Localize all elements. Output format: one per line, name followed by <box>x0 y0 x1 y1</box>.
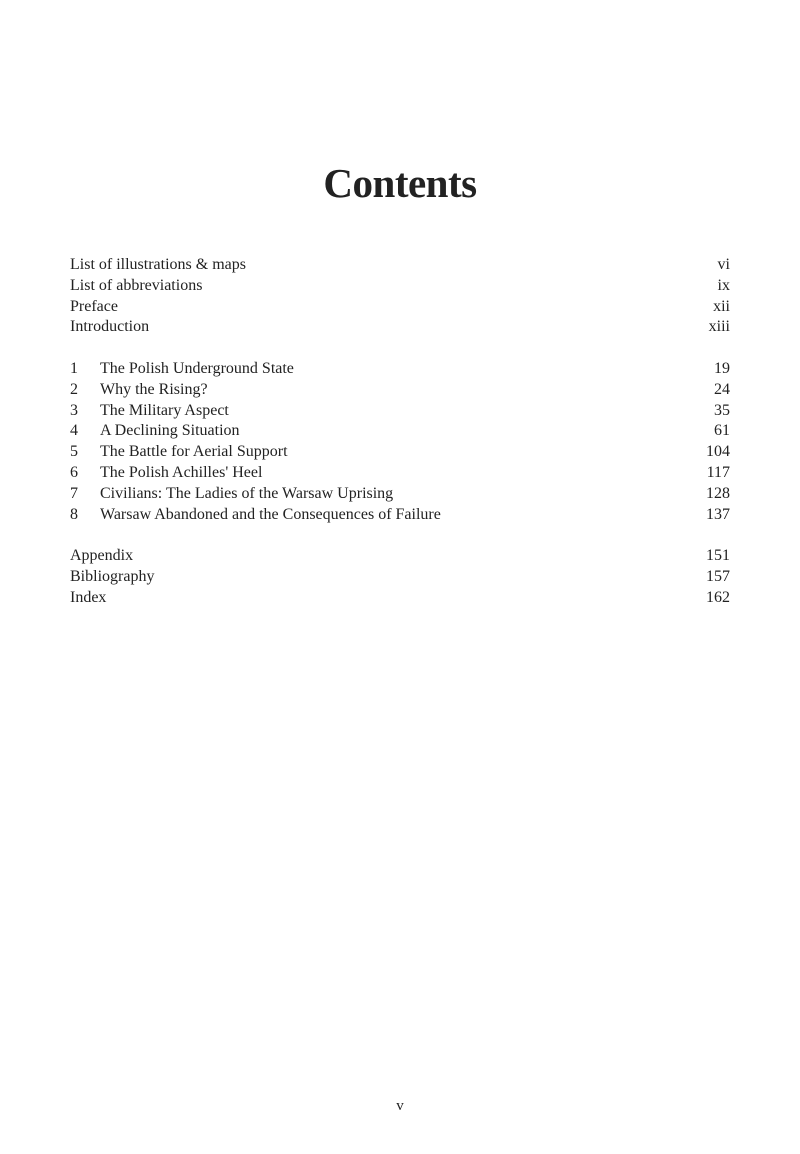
toc-entry-label: Introduction <box>70 318 150 336</box>
chapter-number: 3 <box>70 401 78 419</box>
chapter-title: A Declining Situation <box>100 422 240 440</box>
toc-entry-label: Preface <box>70 297 118 315</box>
toc-entry-label: Bibliography <box>70 567 155 585</box>
toc-entry-page: 151 <box>706 547 730 564</box>
chapter-title: Civilians: The Ladies of the Warsaw Uprising <box>100 484 394 502</box>
toc-chapter-1[interactable] <box>70 359 730 380</box>
toc-entry-introduction[interactable] <box>70 317 730 338</box>
chapter-title: The Polish Underground State <box>100 360 294 377</box>
toc-entry-page: 157 <box>706 567 730 585</box>
toc-chapter-7[interactable] <box>70 484 730 505</box>
chapter-number: 1 <box>70 360 78 377</box>
chapter-title: The Battle for Aerial Support <box>100 443 288 461</box>
toc-entry-illustrations[interactable] <box>70 255 730 276</box>
chapter-page: 117 <box>706 463 730 481</box>
front-matter-list <box>70 255 730 338</box>
toc-entry-bibliography[interactable] <box>70 567 730 588</box>
toc-chapter-3[interactable] <box>70 401 730 422</box>
toc-entry-label: List of abbreviations <box>70 276 203 294</box>
chapter-page: 128 <box>706 484 730 502</box>
chapter-page: 19 <box>714 360 730 377</box>
chapter-page: 35 <box>714 401 730 419</box>
chapter-page: 24 <box>714 380 730 398</box>
toc-entry-page: xiii <box>708 318 730 336</box>
toc-entry-label: Index <box>70 588 107 606</box>
chapter-title: Why the Rising? <box>100 380 208 398</box>
toc-entry-label: List of illustrations & maps <box>70 256 246 273</box>
toc-chapter-2[interactable] <box>70 380 730 401</box>
chapter-title: The Military Aspect <box>100 401 229 419</box>
toc-chapter-4[interactable] <box>70 421 730 442</box>
chapter-page: 61 <box>714 422 730 440</box>
chapter-number: 5 <box>70 443 78 461</box>
chapter-page: 137 <box>706 505 730 523</box>
toc-chapter-8[interactable] <box>70 505 730 526</box>
chapter-title: The Polish Achilles' Heel <box>100 463 263 481</box>
toc-entry-page: 162 <box>706 588 730 606</box>
toc-chapter-5[interactable] <box>70 442 730 463</box>
toc-entry-page: xii <box>713 297 730 315</box>
toc-entry-label: Appendix <box>70 547 134 564</box>
page-title: Contents <box>323 160 477 206</box>
chapter-list <box>70 359 730 525</box>
chapter-number: 6 <box>70 463 78 481</box>
toc-chapter-6[interactable] <box>70 463 730 484</box>
chapter-number: 8 <box>70 505 78 523</box>
toc-entry-appendix[interactable] <box>70 546 730 567</box>
back-matter-list <box>70 546 730 608</box>
toc-entry-index[interactable] <box>70 588 730 609</box>
chapter-number: 7 <box>70 484 78 502</box>
toc-entry-abbreviations[interactable] <box>70 276 730 297</box>
chapter-page: 104 <box>706 443 730 461</box>
page-number: v <box>396 1098 404 1114</box>
chapter-number: 2 <box>70 380 78 398</box>
toc-entry-preface[interactable] <box>70 297 730 318</box>
toc-entry-page: vi <box>717 256 730 273</box>
toc-entry-page: ix <box>717 276 730 294</box>
chapter-number: 4 <box>70 422 78 440</box>
chapter-title: Warsaw Abandoned and the Consequences of Failure <box>100 505 441 523</box>
